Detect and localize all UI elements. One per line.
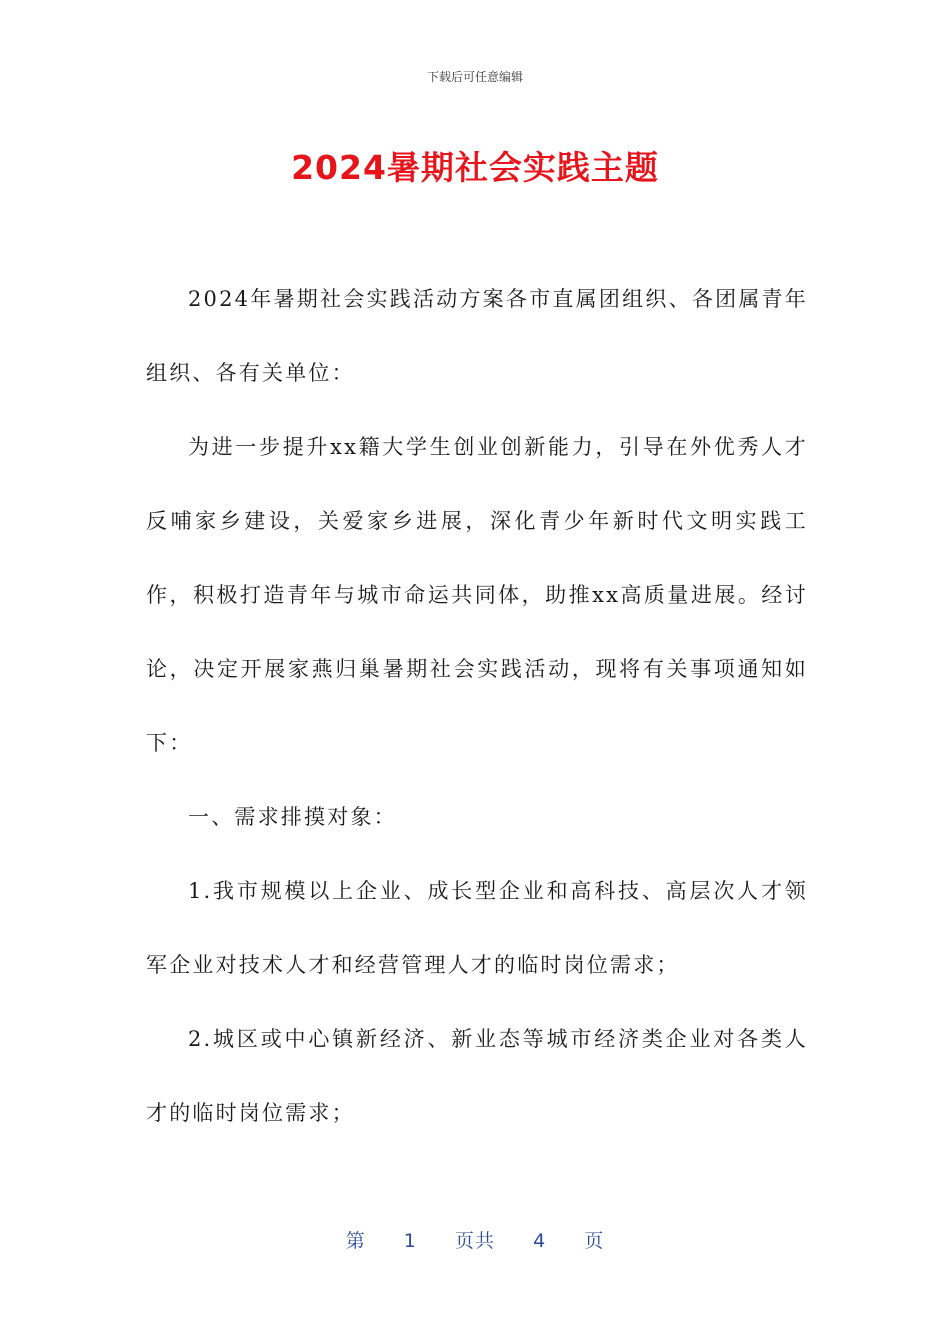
- footer-current-page: 1: [403, 1230, 417, 1252]
- paragraph-section-heading: 一、需求排摸对象：: [188, 805, 397, 829]
- footer-suffix: 页: [584, 1230, 605, 1252]
- document-title: 2024暑期社会实践主题: [291, 148, 659, 187]
- footer-total-pages: 4: [533, 1230, 547, 1252]
- paragraph-intro: 为进一步提升xx籍大学生创业创新能力，引导在外优秀人才反哺家乡建设，关爱家乡进展，深化青少年新时代文明实践工作，积极打造青年与城市命运共同体，助推xx高质量进展。经讨论，决定开展家燕归巢暑期社会实践活动，现将有关事项通知如下：: [146, 435, 808, 755]
- document-body: [146, 262, 808, 1150]
- footer-middle: 页共: [454, 1230, 495, 1252]
- footer-prefix: 第: [345, 1230, 366, 1252]
- paragraph-greeting: 2024年暑期社会实践活动方案各市直属团组织、各团属青年组织、各有关单位：: [146, 287, 808, 385]
- header-note: 下载后可任意编辑: [426, 70, 523, 84]
- paragraph-item-2: 2.城区或中心镇新经济、新业态等城市经济类企业对各类人才的临时岗位需求；: [146, 1027, 808, 1125]
- paragraph-item-1: 1.我市规模以上企业、成长型企业和高科技、高层次人才领军企业对技术人才和经营管理人才的临时岗位需求；: [146, 879, 808, 977]
- page-footer: [0, 1226, 950, 1253]
